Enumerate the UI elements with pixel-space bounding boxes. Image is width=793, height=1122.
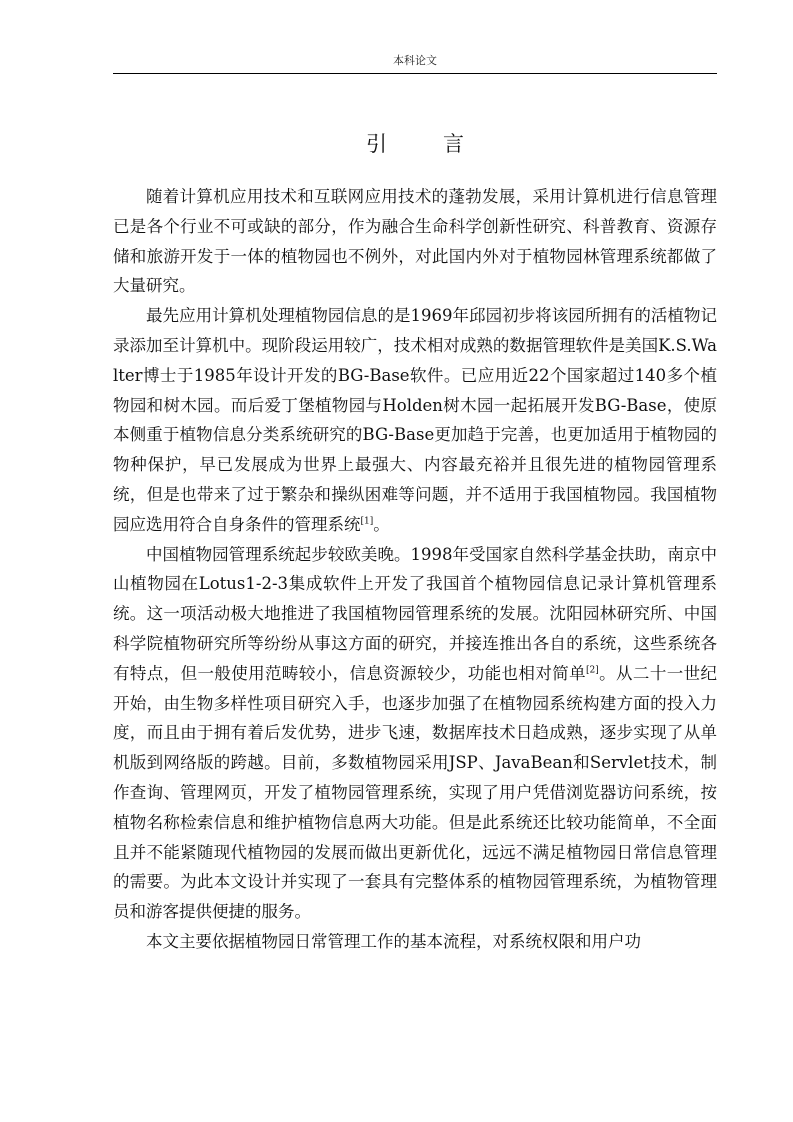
header-divider — [113, 73, 717, 74]
section-title — [113, 130, 717, 158]
paragraph-text: 本文主要依据植物园日常管理工作的基本流程，对系统权限和用户功 — [146, 931, 641, 951]
paragraph-4 — [113, 927, 717, 957]
running-header: 本科论文 — [393, 54, 437, 67]
citation-2: [2] — [586, 665, 599, 676]
paragraph-text: 随着计算机应用技术和互联网应用技术的蓬勃发展，采用计算机进行信息管理已是各个行业不可或缺的部分，作为融合生命科学创新性研究、科普教育、资源存储和旅游开发于一体的植物园也不例外，对此国内外对于植物园林管理系统都做了大量研究。 — [113, 187, 717, 296]
paragraph-text: 中国植物园管理系统起步较欧美晚。1998年受国家自然科学基金扶助，南京中山植物园在Lotus1-2-3集成软件上开发了我国首个植物园信息记录计算机管理系统。这一项活动极大地推进了我国植物园管理系统的发展。沈阳园林研究所、中国科学院植物研究所等纷纷从事这方面的研究，并接连推出各自的系统，这些系统各有特点，但一般使用范畴较小，信息资源较少，功能也相对简单 — [113, 544, 717, 683]
paragraph-2 — [113, 301, 717, 539]
section-title-char-2: 言 — [443, 132, 464, 156]
paragraph-text-end: 。 — [373, 514, 390, 534]
body-text — [113, 182, 717, 957]
citation-1: [1] — [360, 516, 374, 527]
paragraph-3 — [113, 540, 717, 927]
paragraph-1 — [113, 182, 717, 301]
section-title-char-1: 引 — [366, 132, 387, 156]
paragraph-text: 最先应用计算机处理植物园信息的是1969年邱园初步将该园所拥有的活植物记录添加至计算机中。现阶段运用较广，技术相对成熟的数据管理软件是美国K.S.Walter博士于1985年设计开发的BG-Base软件。已应用近22个国家超过140多个植物园和树木园。而后爱丁堡植物园与Holden树木园一起拓展开发BG-Base，使原本侧重于植物信息分类系统研究的BG-Base更加趋于完善，也更加适用于植物园的物种保护，早已发展成为世界上最强大、内容最充裕并且很先进的植物园管理系统，但是也带来了过于繁杂和操纵困难等问题，并不适用于我国植物园。我国植物园应选用符合自身条件的管理系统 — [113, 306, 717, 534]
paragraph-text-continued: 。从二十一世纪开始，由生物多样性项目研究入手，也逐步加强了在植物园系统构建方面的投入力度，而且由于拥有着后发优势，进步飞速，数据库技术日趋成熟，逐步实现了从单机版到网络版的跨越。目前，多数植物园采用JSP、JavaBean和Servlet技术，制作查询、管理网页，开发了植物园管理系统，实现了用户凭借浏览器访问系统，按植物名称检索信息和维护植物信息两大功能。但是此系统还比较功能简单，不全面且并不能紧随现代植物园的发展而做出更新优化，远远不满足植物园日常信息管理的需要。为此本文设计并实现了一套具有完整体系的植物园管理系统，为植物管理员和游客提供便捷的服务。 — [113, 663, 718, 922]
